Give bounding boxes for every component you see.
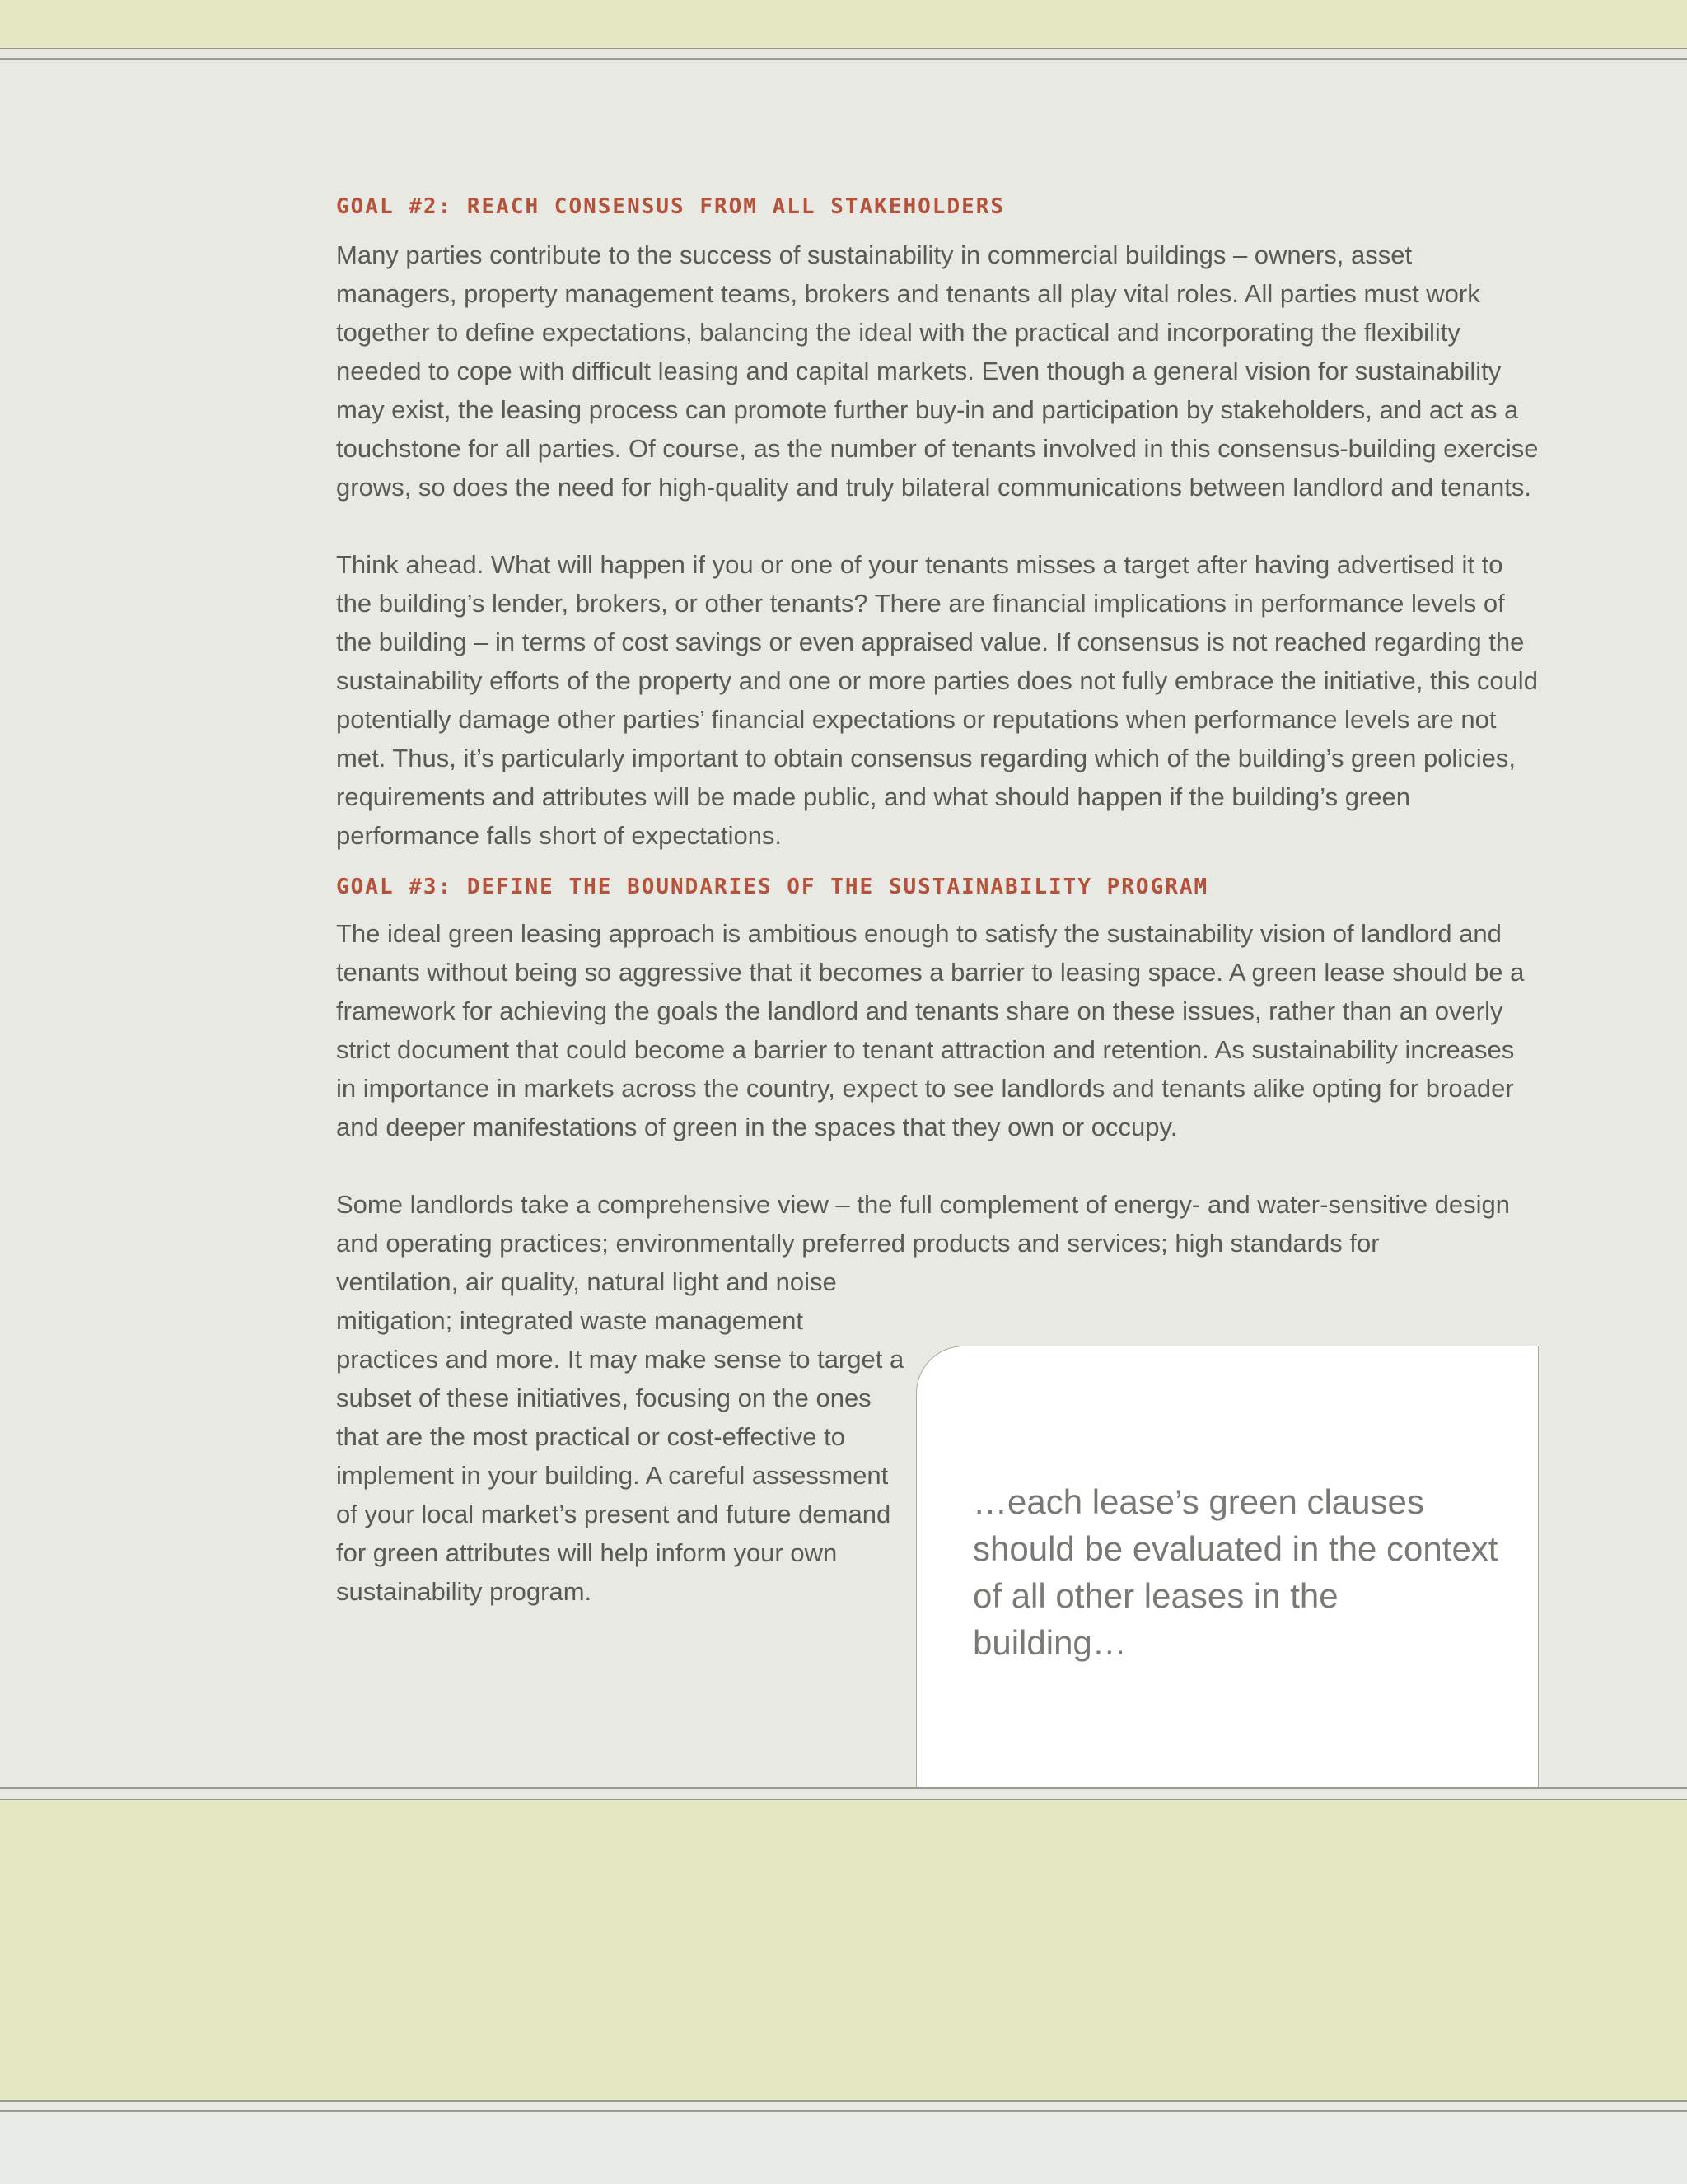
- goal-2-heading: GOAL #2: REACH CONSENSUS FROM ALL STAKEHOLDERS: [336, 194, 1006, 219]
- goal-3-heading: GOAL #3: DEFINE THE BOUNDARIES OF THE SUSTAINABILITY PROGRAM: [336, 875, 1209, 899]
- goal-3-paragraph-2-continued: ventilation, air quality, natural light and noise mitigation; integrated waste management practices and more. It may make sense to target a subset of these initiatives, focusing on the ones that are the most practical or cost-effective to implement in your building. A careful assessment of your local market’s present and future demand for green attributes will help inform your own sustainability program.: [336, 1267, 904, 1606]
- pull-quote-text: …each lease’s green clauses should be evaluated in the context of all other leases in the building…: [973, 1482, 1498, 1662]
- lower-divider-rule: [0, 1787, 1687, 1789]
- goal-3-paragraph-1: The ideal green leasing approach is ambitious enough to satisfy the sustainability vision of landlord and tenants without being so aggressive that it becomes a barrier to leasing space. A green lease should be a framework for achieving the goals the landlord and tenants share on these issues, rather than an overly strict document that could become a barrier to tenant attraction and retention. As sustainability increases in importance in markets across the country, expect to see landlords and tenants alike opting for broader and deeper manifestations of green in the spaces that they own or occupy.: [336, 919, 1525, 1141]
- top-color-band: [0, 0, 1687, 49]
- bottom-color-band: [0, 1799, 1687, 2102]
- pull-quote-box: [916, 1346, 1539, 1787]
- goal-2-paragraph-1: Many parties contribute to the success of sustainability in commercial buildings – owners, asset managers, property management teams, brokers and tenants all play vital roles. All parties must work together to define expectations, balancing the ideal with the practical and incorporating the flexibility needed to cope with difficult leasing and capital markets. Even though a general vision for sustainability may exist, the leasing process can promote further buy-in and participation by stakeholders, and act as a touchstone for all parties. Of course, as the number of tenants involved in this consensus-building exercise grows, so does the need for high-quality and truly bilateral communications between landlord and tenants.: [336, 240, 1539, 502]
- top-divider-rule: [0, 58, 1687, 60]
- goal-3-paragraph-2: Some landlords take a comprehensive view – the full complement of energy- and water-sensitive design and operating practices; environmentally preferred products and services; high standards for: [336, 1190, 1511, 1258]
- footer-strip: [0, 2112, 1687, 2184]
- goal-2-paragraph-2: Think ahead. What will happen if you or one of your tenants misses a target after having advertised it to the building’s lender, brokers, or other tenants? There are financial implications in performance levels of the building – in terms of cost savings or even appraised value. If consensus is not reached regarding the sustainability efforts of the property and one or more parties does not fully embrace the initiative, this could potentially damage other parties’ financial expectations or reputations when performance levels are not met. Thus, it’s particularly important to obtain consensus regarding which of the building’s green policies, requirements and attributes will be made public, and what should happen if the building’s green performance falls short of expectations.: [336, 550, 1538, 850]
